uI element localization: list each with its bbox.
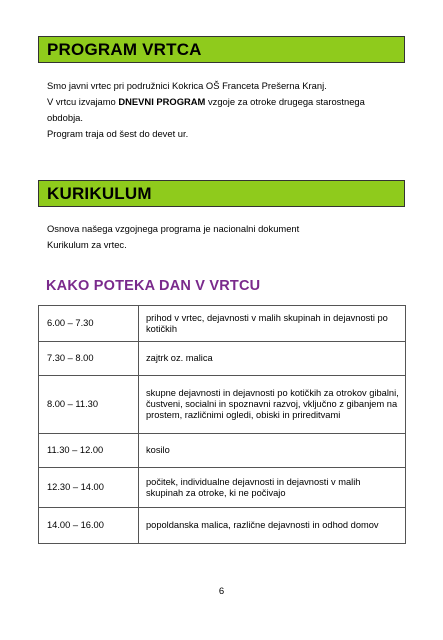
kurikulum-line-1: Osnova našega vzgojnega programa je nacionalni dokument xyxy=(47,223,300,234)
schedule-heading: KAKO POTEKA DAN V VRTCU xyxy=(46,278,261,294)
table-row xyxy=(39,342,406,376)
time-cell: 8.00 – 11.30 xyxy=(39,376,139,434)
activity-cell: popoldanska malica, različne dejavnosti in odhod domov xyxy=(139,508,406,544)
time-cell: 14.00 – 16.00 xyxy=(39,508,139,544)
table-row xyxy=(39,306,406,342)
intro-line-2 xyxy=(47,96,365,108)
kurikulum-line-2: Kurikulum za vrtec. xyxy=(47,239,127,250)
section-title-kurikulum: KURIKULUM xyxy=(38,180,405,207)
intro-line-2-end: vzgoje za otroke drugega starostnega xyxy=(205,96,365,107)
activity-cell: počitek, individualne dejavnosti in dejavnosti v malih skupinah za otroke, ki ne počivajo xyxy=(139,468,406,508)
table-row xyxy=(39,434,406,468)
table-row xyxy=(39,376,406,434)
activity-cell: zajtrk oz. malica xyxy=(139,342,406,376)
page-number: 6 xyxy=(218,586,225,597)
section-title-program: PROGRAM VRTCA xyxy=(38,36,405,63)
time-cell: 7.30 – 8.00 xyxy=(39,342,139,376)
intro-line-2-start: V vrtcu izvajamo xyxy=(47,96,119,107)
intro-line-3: obdobja. xyxy=(47,112,83,123)
daily-schedule-table xyxy=(38,305,406,544)
table-row xyxy=(39,508,406,544)
activity-cell: prihod v vrtec, dejavnosti v malih skupinah in dejavnosti po kotičkih xyxy=(139,306,406,342)
activity-cell: kosilo xyxy=(139,434,406,468)
daily-program-emphasis: DNEVNI PROGRAM xyxy=(118,96,206,107)
time-cell: 6.00 – 7.30 xyxy=(39,306,139,342)
intro-line-1: Smo javni vrtec pri podružnici Kokrica OŠ Franceta Prešerna Kranj. xyxy=(47,80,327,91)
time-cell: 12.30 – 14.00 xyxy=(39,468,139,508)
intro-line-4: Program traja od šest do devet ur. xyxy=(47,128,189,139)
time-cell: 11.30 – 12.00 xyxy=(39,434,139,468)
activity-cell: skupne dejavnosti in dejavnosti po kotičkih za otrokov gibalni, čustveni, socialni in spoznavni razvoj, vključno z gibanjem na prostem, različnimi ogledi, obiski in prireditvami xyxy=(139,376,406,434)
table-row xyxy=(39,468,406,508)
